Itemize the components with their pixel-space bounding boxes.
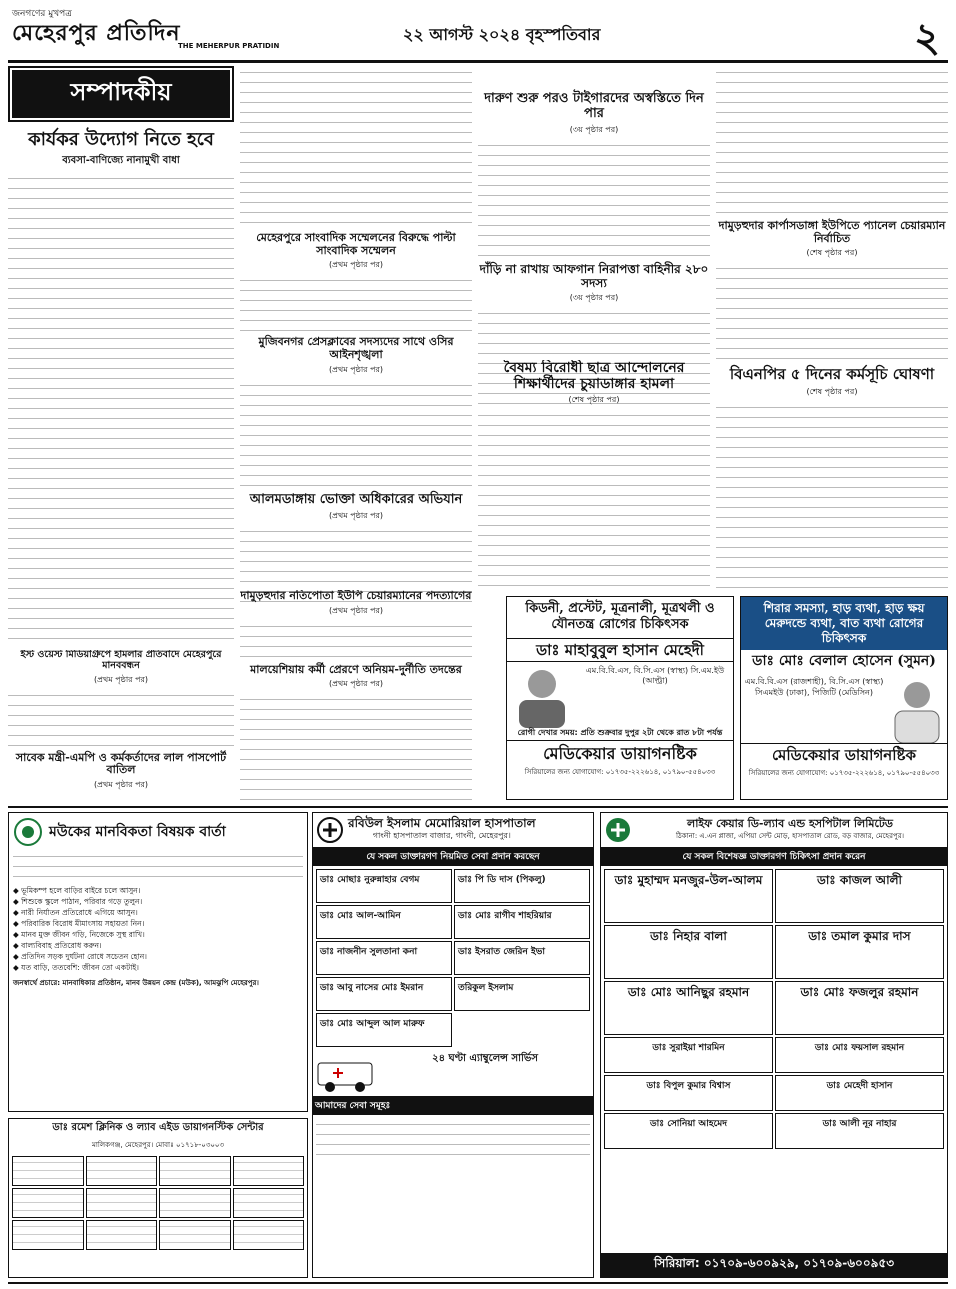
ad1-doctor-name: ডাঃ মাহাবুবুল হাসান মেহেদী bbox=[507, 638, 733, 663]
ad-mouk-message bbox=[8, 812, 308, 1112]
ad6-doctor-cell bbox=[233, 1156, 305, 1186]
ad4-doctor-grid bbox=[313, 866, 593, 1050]
ad3-heading: মউকের মানবিকতা বিষয়ক বার্তা bbox=[49, 823, 226, 840]
ad5-doctor-cell: ডাঃ কাজল আলী bbox=[775, 869, 944, 923]
ad-urology-doctor bbox=[506, 596, 734, 800]
ad2-center: মেডিকেয়ার ডায়াগনষ্টিক bbox=[741, 743, 947, 769]
ad3-footer: জনস্বার্থে প্রচারে: মানবাধিকার প্রতিষ্ঠান, মানব উন্নয়ন কেন্দ্র (মউক), আমঝুপি মেহেরপুর। bbox=[13, 979, 259, 987]
a1-body bbox=[478, 139, 710, 259]
ad5-doctor-cell: ডাঃ তমাল কুমার দাস bbox=[775, 925, 944, 979]
ad4-doctor-cell: ডাঃ আবু নাসের মোঃ ইমরান bbox=[316, 977, 452, 1011]
ad3-list bbox=[13, 885, 303, 973]
page-number: ২ bbox=[913, 14, 940, 61]
ad3-item: ◆ নারী নির্যাতন প্রতিরোধে এগিয়ে আসুন। bbox=[13, 908, 138, 917]
ad5-bar: যে সকল বিশেষজ্ঞ ডাক্তারগণ চিকিৎসা প্রদান করেন bbox=[601, 847, 947, 866]
newspaper-name-en: THE MEHERPUR PRATIDIN bbox=[178, 42, 280, 50]
editorial-column bbox=[8, 66, 234, 644]
editorial-subhead: ব্যবসা-বাণিজ্যে নানামুখী বাধা bbox=[62, 154, 180, 166]
a6-body bbox=[240, 274, 472, 332]
ad4-ambulance: ২৪ ঘণ্টা এ্যাম্বুলেন্স সার্ভিস bbox=[432, 1053, 538, 1064]
ad6-doctor-cell bbox=[86, 1156, 158, 1186]
ad-orthopedic-doctor bbox=[740, 596, 948, 800]
ad6-doctor-grid bbox=[9, 1153, 307, 1253]
column-1-lower bbox=[8, 650, 234, 800]
ad5-doctor-cell: ডাঃ মুহাম্মদ মনজুর-উল-আলম bbox=[604, 869, 773, 923]
masthead bbox=[8, 6, 948, 61]
ad4-doctor-cell: ডাঃ পি ডি দাস (পিকলু) bbox=[454, 869, 590, 903]
editorial-label-box bbox=[8, 66, 234, 122]
ad5-doctor-cell: ডাঃ মোঃ ফজলুর রহমান bbox=[775, 981, 944, 1035]
ads-divider bbox=[8, 806, 948, 808]
ad5-doctor-cell: ডাঃ মোঃ আনিছুর রহমান bbox=[604, 981, 773, 1035]
ad6-doctor-cell bbox=[159, 1156, 231, 1186]
ad6-doctor-cell bbox=[12, 1220, 84, 1250]
column-2-lower bbox=[240, 590, 472, 800]
editorial-headline: কার্যকর উদ্যোগ নিতে হবে bbox=[28, 129, 214, 150]
ad6-doctor-cell bbox=[12, 1156, 84, 1186]
a2-headline: দাঁড়ি না রাখায় আফগান নিরাপত্তা বাহিনীর ২৮০ সদস্য bbox=[479, 261, 709, 290]
a10-body bbox=[240, 693, 472, 800]
newspaper-name: মেহেরপুর প্রতিদিন bbox=[12, 20, 181, 46]
a7-continued: (প্রথম পৃষ্ঠার পর) bbox=[328, 364, 384, 374]
editorial-body bbox=[8, 172, 234, 642]
ad6-doctor-cell bbox=[159, 1220, 231, 1250]
a2-continued: (৩য় পৃষ্ঠার পর) bbox=[569, 293, 619, 303]
a11-headline: ইস্ট ওয়েস্ট মিডিয়াগ্রুপে হামলার প্রতিবাদে মেহেরপুরে মানববন্ধন bbox=[20, 650, 222, 671]
ad6-heading: ডাঃ রমেশ ক্লিনিক ও ল্যাব এইড ডায়াগনস্টিক সেন্টার bbox=[52, 1122, 264, 1133]
column-4-top-text bbox=[716, 66, 948, 216]
ad4-doctor-cell: তরিকুল ইসলাম bbox=[454, 977, 590, 1011]
ad-robiul-hospital bbox=[312, 812, 594, 1278]
a4-headline: দামুড়হুদার কার্পাসডাঙ্গা ইউপিতে প্যানেল চেয়ারম্যান নির্বাচিত bbox=[718, 219, 946, 245]
a6-headline: মেহেরপুরে সাংবাদিক সম্মেলনের বিরুদ্ধে পাল্টা সাংবাদিক সম্মেলন bbox=[256, 231, 456, 257]
a9-continued: (প্রথম পৃষ্ঠার পর) bbox=[328, 605, 384, 615]
ad-ramesh-clinic bbox=[8, 1118, 308, 1278]
column-2-top-text bbox=[240, 66, 472, 226]
column-2 bbox=[240, 66, 472, 644]
ad6-doctor-cell bbox=[86, 1188, 158, 1218]
ad2-heading: শিরার সমস্যা, হাড় ব্যথা, হাড় ক্ষয় মেরুদন্ডে ব্যথা, বাত ব্যথা রোগের চিকিৎসক bbox=[741, 597, 947, 650]
ad3-item: ◆ বাল্যবিবাহ প্রতিরোধ করুন। bbox=[13, 941, 102, 950]
ad5-heading: লাইফ কেয়ার ডি-ল্যাব এন্ড হসপিটাল লিমিটেড bbox=[687, 816, 893, 830]
a5-continued: (শেষ পৃষ্ঠার পর) bbox=[806, 386, 858, 396]
ad4-services-head: আমাদের সেবা সমূহঃ bbox=[313, 1096, 593, 1115]
ad4-doctor-cell: ডাঃ মোঃ রাগীব শাহরিয়ার bbox=[454, 905, 590, 939]
ad2-degree: এম.বি.বি.এস (রাজশাহী), বি.সি.এস (স্বাস্থ্য) সিএমইউ (ঢাকা), পিজিটি (মেডিসিন) bbox=[744, 677, 884, 697]
ad3-item: ◆ প্রতিদিন সড়ক দুর্ঘটনা রোধে সচেতন হোন। bbox=[13, 952, 147, 961]
ad5-doctor-cell: ডাঃ মোঃ ফয়সাল রহমান bbox=[775, 1037, 944, 1073]
ad1-schedule: রোগী দেখার সময়: প্রতি শুক্রবার দুপুর ২টা থেকে রাত ৮টা পর্যন্ত bbox=[517, 728, 723, 737]
a12-headline: সাবেক মন্ত্রী-এমপি ও কর্মকর্তাদের লাল পাসপোর্ট বাতিল bbox=[15, 750, 227, 777]
a1-headline: দারুণ শুরু পরও টাইগারদের অস্বস্তিতে দিন পার bbox=[484, 91, 704, 121]
a9-headline: দামুড়হুদার নতিপোতা ইউপি চেয়ারম্যানের পদত্যাগের bbox=[240, 590, 472, 602]
ad4-doctor-cell: ডাঃ মোছাঃ নুরুন্নাহার বেগম bbox=[316, 869, 452, 903]
a4-body bbox=[716, 262, 948, 362]
ad4-bar: যে সকল ডাক্তারগণ নিয়মিত সেবা প্রদান করছেন bbox=[313, 847, 593, 866]
ad5-doctor-grid bbox=[601, 866, 947, 1152]
ad5-serial: সিরিয়াল: ০১৭০৯-৬০০৯২৯, ০১৭০৯-৬০০৯৫৩ bbox=[601, 1253, 947, 1277]
ad3-item: ◆ ভূমিকম্প হলে বাড়ির বাইরে চলে আসুন। bbox=[13, 886, 141, 895]
ad6-doctor-cell bbox=[86, 1220, 158, 1250]
lifecare-logo-icon bbox=[604, 816, 632, 844]
ad5-doctor-cell: ডাঃ মেহেদী হাসান bbox=[775, 1075, 944, 1111]
masthead-rule bbox=[8, 60, 948, 63]
doctor-photo-icon bbox=[887, 673, 947, 743]
ad5-address: ঠিকানা: এ.এন প্লাজা, এপিয়া সেন্ট মোড়, হাসপাতাল রোড, বড় বাজার, মেহেরপুর। bbox=[675, 832, 905, 841]
ad4-heading: রবিউল ইসলাম মেমোরিয়াল হাসপাতাল bbox=[348, 815, 536, 830]
ad4-services-list bbox=[316, 1118, 590, 1158]
ad3-item: ◆ যত বাড়ি, ততবেশি: জীবন তো একটাই। bbox=[13, 963, 139, 972]
issue-date: ২২ আগস্ট ২০২৪ বৃহস্পতিবার bbox=[403, 25, 601, 44]
bottom-rule bbox=[8, 1282, 948, 1284]
a11-body bbox=[8, 689, 234, 749]
a12-continued: (প্রথম পৃষ্ঠার পর) bbox=[93, 780, 149, 790]
editorial-label: সম্পাদকীয় bbox=[12, 70, 230, 118]
ad1-center: মেডিকেয়ার ডায়াগনষ্টিক bbox=[507, 740, 733, 768]
ad5-doctor-cell: ডাঃ আলী নূর নাহার bbox=[775, 1113, 944, 1149]
ad4-doctor-cell: ডাঃ মোঃ আল-আমিন bbox=[316, 905, 452, 939]
ad6-doctor-cell bbox=[159, 1188, 231, 1218]
ad6-doctor-cell bbox=[12, 1188, 84, 1218]
ad4-doctor-cell: ডাঃ মোঃ আব্দুল আল মারুফ bbox=[316, 1013, 452, 1047]
ad2-contact: সিরিয়ালের জন্য যোগাযোগ: ০১৭৩৫-২২২৬১৪, ০১৭৯০-৫৫৪০৩৩ bbox=[748, 769, 940, 778]
a3-body bbox=[478, 409, 710, 592]
mouk-logo-icon bbox=[13, 817, 43, 847]
a6-continued: (প্রথম পৃষ্ঠার পর) bbox=[328, 260, 384, 270]
a7-headline: মুজিবনগর প্রেসক্লাবের সদস্যদের সাথে ওসির আইনশৃঙ্খলা bbox=[258, 335, 454, 361]
a10-continued: (প্রথম পৃষ্ঠার পর) bbox=[328, 679, 384, 689]
ad1-contact: সিরিয়ালের জন্য যোগাযোগ: ০১৭৩৫-২২২৬১৪, ০১৭৯০-৫৫৪০৩৩ bbox=[524, 768, 716, 777]
a5-headline: বিএনপির ৫ দিনের কর্মসূচি ঘোষণা bbox=[729, 365, 935, 384]
a4-continued: (শেষ পৃষ্ঠার পর) bbox=[806, 248, 858, 258]
a8-headline: আলমডাঙ্গায় ভোক্তা অধিকারের অভিযান bbox=[249, 491, 463, 507]
masthead-tagline: জনগণের মুখপত্র bbox=[12, 9, 72, 19]
ad5-doctor-cell: ডাঃ বিপুল কুমার বিশ্বাস bbox=[604, 1075, 773, 1111]
ad4-doctor-cell: ডাঃ ইসরাত জেরিন ইভা bbox=[454, 941, 590, 975]
a5-body bbox=[716, 401, 948, 596]
ambulance-icon bbox=[316, 1053, 376, 1093]
ad3-item: ◆ শিশুকে স্কুলে পাঠান, পরিবার গড়ে তুলুন। bbox=[13, 897, 143, 906]
hospital-logo-icon bbox=[316, 816, 344, 844]
a10-headline: মালয়েশিয়ায় কর্মী প্রেরণে অনিয়ম-দুর্নীতি তদন্তের bbox=[250, 662, 462, 676]
ad6-doctor-cell bbox=[233, 1220, 305, 1250]
ad6-doctor-cell bbox=[233, 1188, 305, 1218]
ad4-address: গাংনী হাসপাতাল বাজার, গাংনী, মেহেরপুর। bbox=[372, 831, 511, 841]
a3-headline: বৈষম্য বিরোধী ছাত্র আন্দোলনের শিক্ষার্থীদের চুয়াডাঙ্গার হামলা bbox=[503, 360, 685, 393]
a11-continued: (প্রথম পৃষ্ঠার পর) bbox=[93, 674, 149, 684]
ad5-doctor-cell: ডাঃ সোনিয়া আহমেদ bbox=[604, 1113, 773, 1149]
ad4-doctor-cell: ডাঃ নাজনীন সুলতানা কনা bbox=[316, 941, 452, 975]
ad-lifecare-hospital bbox=[600, 812, 948, 1278]
a3-continued: (শেষ পৃষ্ঠার পর) bbox=[568, 395, 620, 405]
a7-body bbox=[240, 379, 472, 489]
ad5-doctor-cell: ডাঃ সুরাইয়া শারমিন bbox=[604, 1037, 773, 1073]
a1-continued: (৩য় পৃষ্ঠার পর) bbox=[569, 124, 619, 134]
column-4 bbox=[716, 66, 948, 596]
a12-body bbox=[8, 794, 234, 800]
a9-body bbox=[240, 620, 472, 660]
ad3-item: ◆ মানব মুক্ত জীবন গড়ি, নিজেকে সুস্থ রাখি। bbox=[13, 930, 145, 939]
ad3-item: ◆ পরিবারিক বিরোধ মীমাংসায় সহায়তা নিন। bbox=[13, 919, 145, 928]
ad6-subtext: মালিকগঞ্জ, মেহেরপুর। মোবাঃ ০১৭১৮-০৩০০৩ bbox=[91, 1140, 225, 1149]
ad5-doctor-cell: ডাঃ নিহার বালা bbox=[604, 925, 773, 979]
ad1-heading: কিডনী, প্রস্টেট, মূত্রনালী, মূত্রথলী ও যৌনতন্ত্র রোগের চিকিৎসক bbox=[525, 601, 715, 633]
ad2-doctor-name: ডাঃ মোঃ বেলাল হোসেন (সুমন) bbox=[752, 653, 936, 669]
a8-continued: (প্রথম পৃষ্ঠার পর) bbox=[328, 510, 384, 520]
ad3-intro bbox=[13, 850, 303, 882]
doctor-photo-icon bbox=[507, 662, 577, 728]
ad1-degree: এম.বি.বি.এস, বি.সি.এস (স্বাস্থ্য) সি.এম.ইউ (আল্ট্রা) bbox=[585, 666, 725, 686]
